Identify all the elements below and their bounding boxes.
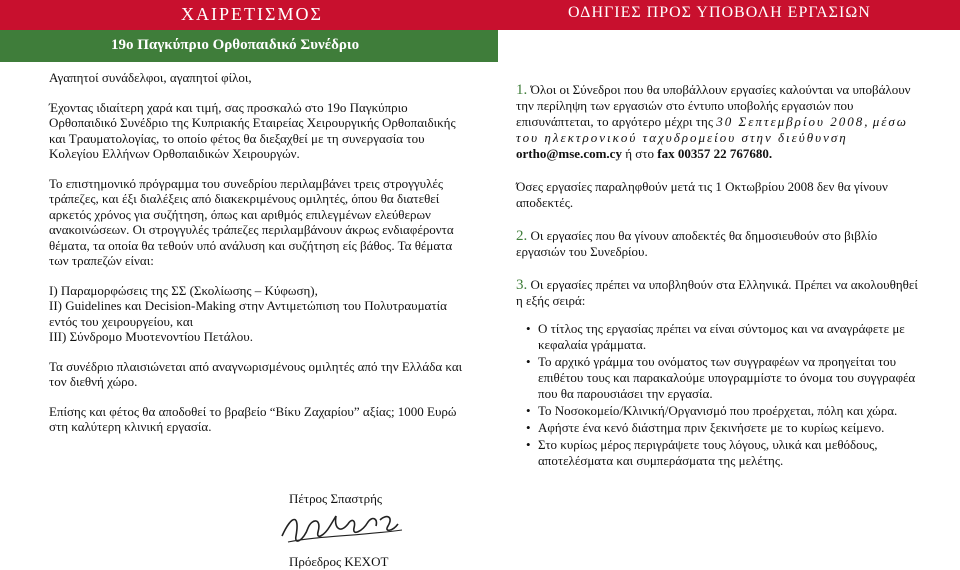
list-item: • Αφήστε ένα κενό διάστημα πριν ξεκινήσετε με το κυρίως κείμενο. [526,420,885,435]
instruction-number-2: 2. [516,228,528,244]
list-item: • Στο κυρίως μέρος περιγράψετε τους λόγους, υλικά και μεθόδους, αποτελέσματα και συμπεράσματα της μελέτης. [526,437,878,468]
topic-2: II) Guidelines και Decision-Making στην Αντιμετώπιση του Πολυτραυματία εντός του χειρουργείου, και [49,298,447,329]
instruction-number-3: 3. [516,277,528,293]
instructions-title: ΟΔΗΓΙΕΣ ΠΡΟΣ ΥΠΟΒΟΛΗ ΕΡΓΑΣΙΩΝ [568,4,871,21]
topic-1: I) Παραμορφώσεις της ΣΣ (Σκολίωσης – Κύφωση), [49,282,318,298]
greeting-paragraph-3: Τα συνέδριο πλαισιώνεται από αναγνωρισμένους ομιλητές από την Ελλάδα και τον διεθνή χώρο. [49,358,463,389]
instruction-1-text: Όλοι οι Σύνεδροι που θα υποβάλλουν εργασίες καλούνται να υποβάλουν την περίληψη των εργασιών στο έντυπο υποβολής εργασιών που επισυνάπτεται, το αργότερο μέχρι της [516,82,911,129]
late-submission-note: Όσες εργασίες παραληφθούν μετά τις 1 Οκτωβρίου 2008 δεν θα γίνουν αποδεκτές. [516,179,888,210]
signature-image [278,506,408,550]
list-item: • Ο τίτλος της εργασίας πρέπει να είναι σύντομος και να αναγράφετε με κεφαλαία γράμματα. [526,321,905,352]
instruction-1 [516,82,924,162]
greeting-paragraph-2: Το επιστημονικό πρόγραμμα του συνεδρίου περιλαμβάνει τρεις στρογγυλές τράπεζες, και έξι διαλέξεις από διακεκριμένους ομιλητές, όπου θα διατεθεί αρκετός χρόνος για συζήτηση, όπως και αριθμός επιλεγμένων ελεύθερων ανακοινώσεων. Οι στρογγυλές τράπεζες περιλαμβάνουν άκρως ενδιαφέροντα θέματα, τα οποία θα τεθούν υπό ανάλυση και συζήτηση είς βάθος. Τα θέματα των τραπεζών είναι: [49,175,454,268]
bullet-icon: • [526,403,531,418]
instruction-number-1: 1. [516,82,528,98]
header-bar [0,0,960,30]
formatting-rules-list [516,321,924,469]
congress-name: 19ο Παγκύπριο Ορθοπαιδικό Συνέδριο [111,37,360,53]
bullet-icon: • [526,437,531,452]
instruction-3 [516,277,924,309]
instruction-2 [516,228,924,260]
instruction-1-email-intro: μέσω του ηλεκτρονικού ταχυδρομείου στην διεύθυνση [516,114,908,145]
bullet-icon: • [526,354,531,369]
bullet-icon: • [526,321,531,336]
greeting-paragraph-4: Επίσης και φέτος θα αποδοθεί το βραβείο “Βίκυ Ζαχαρίου” αξίας; 1000 Ευρώ στη καλύτερη κλινική εργασία. [49,403,457,434]
submission-fax: fax 00357 22 767680. [657,146,773,161]
instruction-2-text: Οι εργασίες που θα γίνουν αποδεκτές θα δημοσιευθούν στο βιβλίο εργασιών του Συνεδρίου. [516,228,878,259]
congress-bar [0,30,498,62]
signer-role: Πρόεδρος ΚΕΧΟΤ [289,554,389,569]
salutation: Αγαπητοί συνάδελφοι, αγαπητοί φίλοι, [49,70,252,85]
list-item: • Το Νοσοκομείο/Κλινική/Οργανισμό που προέρχεται, πόλη και χώρα. [526,403,898,418]
deadline-date: 30 Σεπτεμβρίου 2008, [716,114,870,129]
signer-name: Πέτρος Σπαστρής [289,491,383,506]
greeting-title: ΧΑΙΡΕΤΙΣΜΟΣ [181,4,323,24]
bullet-icon: • [526,420,531,435]
list-item: • Το αρχικό γράμμα του ονόματος των συγγραφέων να προηγείται του επιθέτου τους και παρακαλούμε υπογραμμίστε το όνομα του συγγραφέα που θα παρουσιάσει την εργασία. [526,354,916,401]
instruction-1-or: ή στο [625,146,654,161]
instructions-column [516,82,924,470]
greeting-column [49,70,469,435]
topic-3: III) Σύνδρομο Μυοτενοντίου Πετάλου. [49,329,253,344]
submission-email: ortho@mse.com.cy [516,146,622,161]
greeting-paragraph-1: Έχοντας ιδιαίτερη χαρά και τιμή, σας προσκαλώ στο 19ο Παγκύπριο Ορθοπαιδικό Συνέδριο της Κυπριακής Εταιρείας Χειρουργικής Ορθοπαιδικής και Τραυματολογίας, το οποίο φέτος θα διεξαχθεί με τη συνεργασία του Κολεγίου Ελλήνων Ορθοπαιδικών Χειρουργών. [49,99,456,161]
instruction-3-text: Οι εργασίες πρέπει να υποβληθούν στα Ελληνικά. Πρέπει να ακολουθηθεί η εξής σειρά: [516,277,918,308]
